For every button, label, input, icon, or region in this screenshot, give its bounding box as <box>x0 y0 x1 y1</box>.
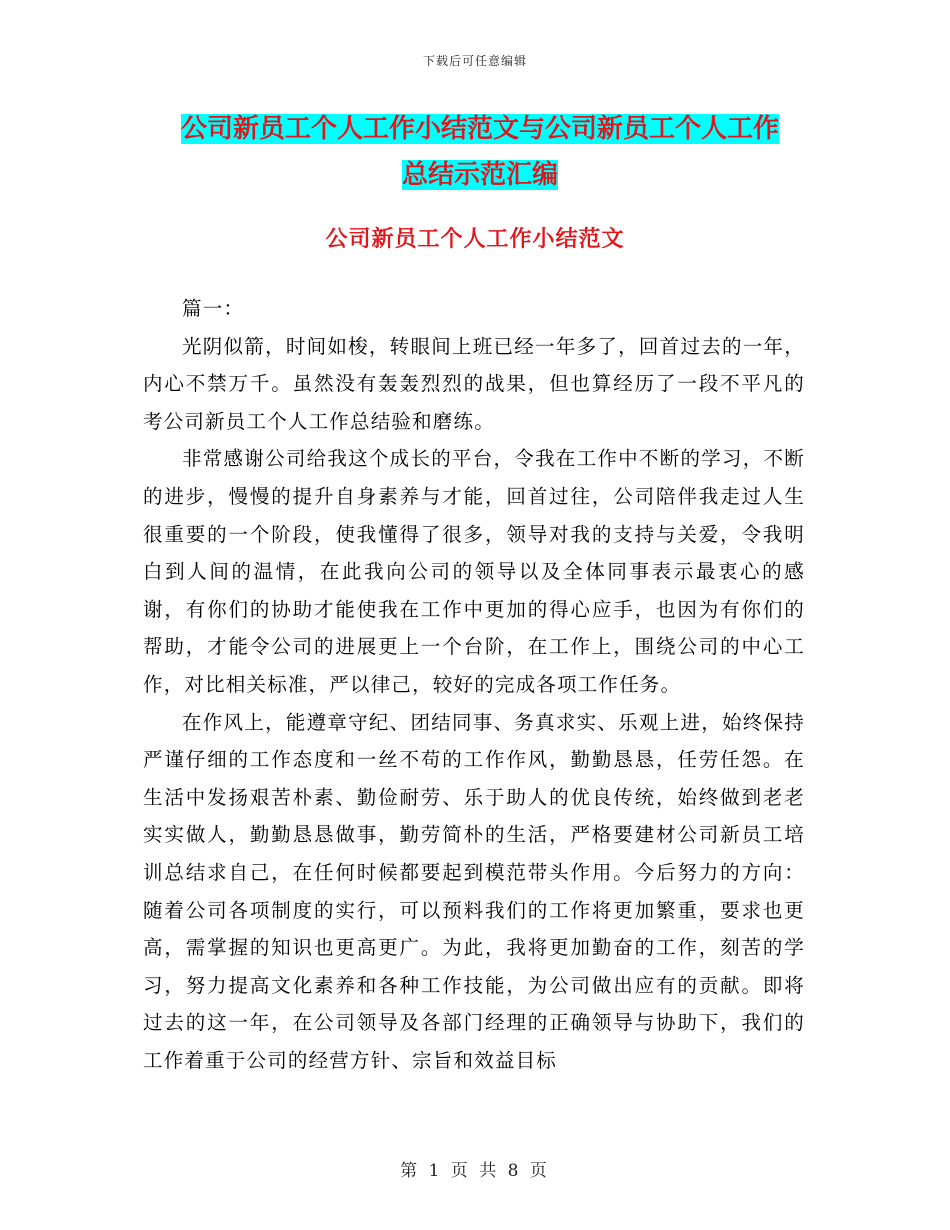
article-label: 篇一： <box>182 297 245 320</box>
document-body <box>143 290 805 1079</box>
document-title <box>140 106 820 198</box>
paragraph-2: 非常感谢公司给我这个成长的平台，令我在工作中不断的学习，不断的进步，慢慢的提升自身素养与才能，回首过往，公司陪伴我走过人生很重要的一个阶段，使我懂得了很多，领导对我的支持与关爱，令我明白到人间的温情，在此我向公司的领导以及全体同事表示最衷心的感谢，有你们的协助才能使我在工作中更加的得心应手，也因为有你们的帮助，才能令公司的进展更上一个台阶，在工作上，围绕公司的中心工作，对比相关标准，严以律己，较好的完成各项工作任务。 <box>143 447 805 696</box>
paragraph-1: 光阴似箭，时间如梭，转眼间上班已经一年多了，回首过去的一年，内心不禁万千。虽然没有轰轰烈烈的战果，但也算经历了一段不平凡的考公司新员工个人工作总结验和磨练。 <box>143 334 805 433</box>
page-number-footer: 第 1 页 共 8 页 <box>400 1161 550 1181</box>
document-title-line-2: 总结示范汇编 <box>401 160 558 190</box>
paragraph-3: 在作风上，能遵章守纪、团结同事、务真求实、乐观上进，始终保持严谨仔细的工作态度和一丝不苟的工作作风，勤勤恳恳，任劳任怨。在生活中发扬艰苦朴素、勤俭耐劳、乐于助人的优良传统，始终做到老老实实做人，勤勤恳恳做事，勤劳简朴的生活，严格要建材公司新员工培训总结求自己，在任何时候都要起到模范带头作用。今后努力的方向：随着公司各项制度的实行，可以预料我们的工作将更加繁重，要求也更高，需掌握的知识也更高更广。为此，我将更加勤奋的工作，刻苦的学习，努力提高文化素养和各种工作技能，为公司做出应有的贡献。即将过去的这一年，在公司领导及各部门经理的正确领导与协助下，我们的工作着重于公司的经营方针、宗旨和效益目标 <box>143 710 805 1072</box>
page-header-note: 下载后可任意编辑 <box>422 54 527 68</box>
section-heading: 公司新员工个人工作小结范文 <box>325 227 625 252</box>
document-title-line-1: 公司新员工个人工作小结范文与公司新员工个人工作 <box>180 114 779 144</box>
